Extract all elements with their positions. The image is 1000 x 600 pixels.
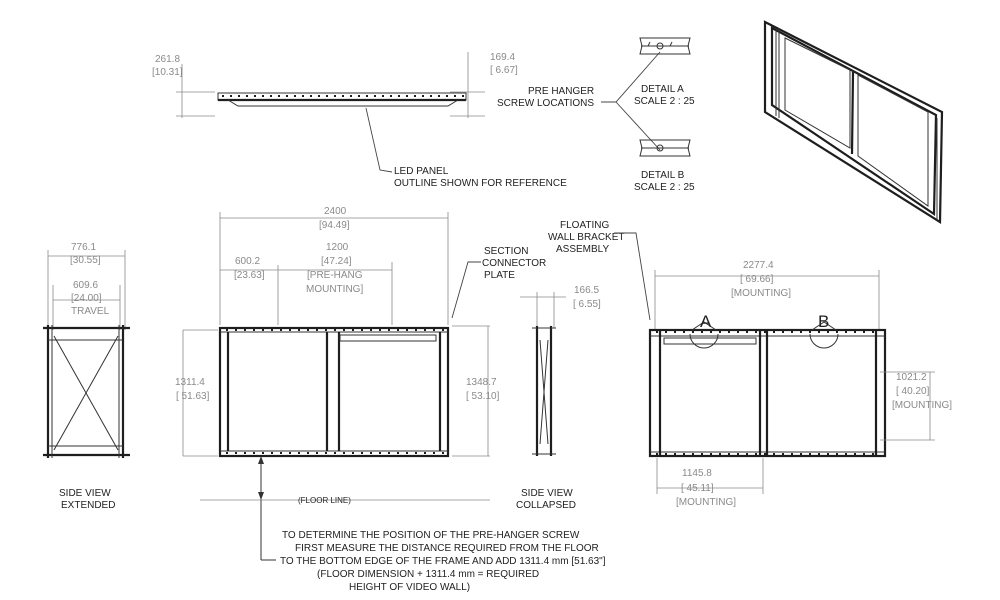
bolt-hole <box>442 452 444 454</box>
bolt-hole <box>262 95 264 97</box>
bolt-hole <box>358 95 360 97</box>
bolt-hole <box>379 452 381 454</box>
bolt-hole <box>310 95 312 97</box>
rear-height-mm: 1021.2 <box>896 372 927 383</box>
bolt-hole <box>737 453 739 455</box>
bolt-hole <box>361 452 363 454</box>
bolt-hole <box>863 331 865 333</box>
bolt-hole <box>361 329 363 331</box>
bolt-hole <box>710 331 712 333</box>
bolt-hole <box>374 95 376 97</box>
bolt-hole <box>462 95 464 97</box>
connector-line2: CONNECTOR <box>482 258 547 269</box>
rear-width-mm: 2277.4 <box>743 260 774 271</box>
bolt-hole <box>764 331 766 333</box>
front-h-right-in: [ 53.10] <box>466 391 500 402</box>
bolt-hole <box>782 453 784 455</box>
bracket-line2: WALL BRACKET <box>548 232 625 243</box>
bolt-hole <box>325 452 327 454</box>
bolt-hole <box>665 453 667 455</box>
ext-caption-line1: SIDE VIEW <box>59 488 111 499</box>
bolt-hole <box>238 95 240 97</box>
bolt-hole <box>342 95 344 97</box>
bolt-hole <box>318 95 320 97</box>
bolt-hole <box>244 452 246 454</box>
bolt-hole <box>244 329 246 331</box>
bolt-hole <box>665 331 667 333</box>
front-prehang-label2: MOUNTING] <box>306 284 364 295</box>
instruction-line-5: HEIGHT OF VIDEO WALL) <box>349 582 471 593</box>
bolt-hole <box>424 329 426 331</box>
connector-line1: SECTION <box>484 246 529 257</box>
bolt-hole <box>326 95 328 97</box>
bolt-hole <box>350 95 352 97</box>
top-height-mm: 261.8 <box>155 54 181 65</box>
col-caption-line1: SIDE VIEW <box>521 488 573 499</box>
bolt-hole <box>719 331 721 333</box>
col-depth-mm: 166.5 <box>574 285 600 296</box>
bolt-hole <box>438 95 440 97</box>
bolt-hole <box>656 331 658 333</box>
isometric-view <box>765 22 942 222</box>
bolt-hole <box>800 453 802 455</box>
bolt-hole <box>379 329 381 331</box>
detail-a-callout: A <box>700 312 712 331</box>
bolt-hole <box>746 453 748 455</box>
bolt-hole <box>433 329 435 331</box>
bolt-hole <box>692 331 694 333</box>
top-view <box>152 52 567 189</box>
bolt-hole <box>818 331 820 333</box>
bolt-hole <box>656 453 658 455</box>
bolt-hole <box>827 331 829 333</box>
bolt-hole <box>366 95 368 97</box>
detail-b-scale: SCALE 2 : 25 <box>634 182 695 193</box>
front-view <box>175 206 546 560</box>
bolt-hole <box>818 453 820 455</box>
bolt-hole <box>773 453 775 455</box>
bolt-hole <box>226 452 228 454</box>
bolt-hole <box>289 452 291 454</box>
bolt-hole <box>863 453 865 455</box>
bolt-hole <box>316 452 318 454</box>
side-view-collapsed <box>516 285 601 511</box>
bolt-hole <box>352 329 354 331</box>
instruction-line-2: FIRST MEASURE THE DISTANCE REQUIRED FROM THE FLOOR <box>295 543 599 554</box>
rear-height-in: [ 40.20] <box>896 386 930 397</box>
bolt-hole <box>424 452 426 454</box>
bolt-hole <box>222 95 224 97</box>
front-left-mm: 600.2 <box>235 256 261 267</box>
bolt-hole <box>262 329 264 331</box>
top-depth-mm: 169.4 <box>490 52 516 63</box>
detail-a-title: DETAIL A <box>641 84 684 95</box>
bolt-hole <box>325 329 327 331</box>
ext-travel-mm: 609.6 <box>73 280 99 291</box>
bolt-hole <box>773 331 775 333</box>
bolt-hole <box>280 452 282 454</box>
bolt-hole <box>246 95 248 97</box>
ext-travel-in: [24.00] <box>71 293 102 304</box>
bolt-hole <box>334 329 336 331</box>
bolt-hole <box>674 453 676 455</box>
bolt-hole <box>872 453 874 455</box>
bolt-hole <box>755 453 757 455</box>
bolt-hole <box>397 452 399 454</box>
instructions <box>261 530 606 593</box>
bolt-hole <box>430 95 432 97</box>
bolt-hole <box>398 95 400 97</box>
bolt-hole <box>307 452 309 454</box>
bolt-hole <box>343 329 345 331</box>
bolt-hole <box>334 95 336 97</box>
bolt-hole <box>262 452 264 454</box>
front-h-left-in: [ 51.63] <box>176 391 210 402</box>
front-prehang-label1: [PRE-HANG <box>307 270 363 281</box>
bolt-hole <box>728 331 730 333</box>
rear-height-label: [MOUNTING] <box>892 400 952 411</box>
top-height-in: [10.31] <box>152 67 183 78</box>
front-frame <box>220 328 448 456</box>
bolt-hole <box>791 453 793 455</box>
front-prehang-in: [47.24] <box>321 256 352 267</box>
front-width-in: [94.49] <box>319 220 350 231</box>
bolt-hole <box>809 331 811 333</box>
front-width-mm: 2400 <box>324 206 347 217</box>
bracket-line3: ASSEMBLY <box>556 244 610 255</box>
bolt-hole <box>845 331 847 333</box>
bolt-hole <box>316 329 318 331</box>
bolt-hole <box>271 329 273 331</box>
ext-caption-line2: EXTENDED <box>61 500 116 511</box>
bracket-line1: FLOATING <box>560 220 610 231</box>
led-note-line1: LED PANEL <box>394 166 449 177</box>
bolt-hole <box>433 452 435 454</box>
bolt-hole <box>414 95 416 97</box>
details-group <box>497 38 695 193</box>
bolt-hole <box>454 95 456 97</box>
bolt-hole <box>406 95 408 97</box>
screw-label-line2: SCREW LOCATIONS <box>497 98 595 109</box>
instruction-line-4: (FLOOR DIMENSION + 1311.4 mm = REQUIRED <box>317 569 540 580</box>
bolt-hole <box>270 95 272 97</box>
bolt-hole <box>755 331 757 333</box>
bolt-hole <box>728 453 730 455</box>
ext-travel-label: TRAVEL <box>71 306 110 317</box>
front-h-right-mm: 1348.7 <box>466 377 497 388</box>
bolt-hole <box>737 331 739 333</box>
screw-label-line1: PRE HANGER <box>528 86 595 97</box>
bolt-hole <box>683 331 685 333</box>
bolt-hole <box>854 453 856 455</box>
rear-bottom-in: [ 45.11] <box>681 483 714 494</box>
bolt-hole <box>701 453 703 455</box>
bolt-hole <box>271 452 273 454</box>
side-view-extended <box>43 242 130 511</box>
bolt-hole <box>298 329 300 331</box>
detail-b-callout: B <box>818 312 830 331</box>
detail-b-title: DETAIL B <box>641 170 685 181</box>
bolt-hole <box>827 453 829 455</box>
bolt-hole <box>334 452 336 454</box>
bolt-hole <box>674 331 676 333</box>
detail-a-view <box>640 38 690 54</box>
bolt-hole <box>746 331 748 333</box>
bolt-hole <box>352 452 354 454</box>
bolt-hole <box>710 453 712 455</box>
bolt-hole <box>307 329 309 331</box>
bolt-hole <box>289 329 291 331</box>
front-left-in: [23.63] <box>234 270 265 281</box>
bolt-hole <box>809 453 811 455</box>
bolt-hole <box>442 329 444 331</box>
bolt-hole <box>254 95 256 97</box>
bolt-hole <box>280 329 282 331</box>
bolt-hole <box>719 453 721 455</box>
bolt-hole <box>235 329 237 331</box>
bolt-hole <box>406 452 408 454</box>
bolt-hole <box>836 331 838 333</box>
instruction-line-1: TO DETERMINE THE POSITION OF THE PRE-HANGER SCREW <box>282 530 580 541</box>
col-depth-in: [ 6.55] <box>573 299 601 310</box>
floor-line-label: (FLOOR LINE) <box>298 496 351 505</box>
rear-width-in: [ 69.66] <box>740 274 774 285</box>
bolt-hole <box>298 452 300 454</box>
bolt-hole <box>230 95 232 97</box>
detail-b-view <box>640 140 690 156</box>
bolt-hole <box>683 453 685 455</box>
bolt-hole <box>370 329 372 331</box>
front-h-left-mm: 1311.4 <box>175 377 205 388</box>
front-prehang-mm: 1200 <box>326 242 349 253</box>
bolt-hole <box>845 453 847 455</box>
bolt-hole <box>253 452 255 454</box>
bolt-hole <box>836 453 838 455</box>
detail-a-scale: SCALE 2 : 25 <box>634 96 695 107</box>
bolt-hole <box>253 329 255 331</box>
bolt-hole <box>791 331 793 333</box>
bolt-hole <box>235 452 237 454</box>
bolt-hole <box>343 452 345 454</box>
bolt-hole <box>854 331 856 333</box>
led-note-line2: OUTLINE SHOWN FOR REFERENCE <box>394 178 567 189</box>
bolt-hole <box>388 452 390 454</box>
ext-width-in: [30.55] <box>70 255 101 266</box>
connector-line3: PLATE <box>484 270 515 281</box>
bolt-hole <box>415 329 417 331</box>
bolt-hole <box>286 95 288 97</box>
bolt-hole <box>397 329 399 331</box>
bolt-hole <box>764 453 766 455</box>
rear-width-label: [MOUNTING] <box>731 288 791 299</box>
bolt-hole <box>422 95 424 97</box>
bolt-hole <box>294 95 296 97</box>
top-depth-in: [ 6.67] <box>490 65 518 76</box>
ext-width-mm: 776.1 <box>71 242 97 253</box>
bolt-hole <box>226 329 228 331</box>
instruction-line-3: TO THE BOTTOM EDGE OF THE FRAME AND ADD 1311.4 mm [51.63"] <box>280 556 606 567</box>
bolt-hole <box>370 452 372 454</box>
bolt-hole <box>415 452 417 454</box>
bolt-hole <box>872 331 874 333</box>
bolt-hole <box>782 331 784 333</box>
rear-bottom-label: [MOUNTING] <box>676 497 736 508</box>
bolt-hole <box>692 453 694 455</box>
rear-view <box>548 220 952 508</box>
bolt-hole <box>701 331 703 333</box>
bolt-hole <box>382 95 384 97</box>
bolt-hole <box>406 329 408 331</box>
bolt-hole <box>278 95 280 97</box>
col-caption-line2: COLLAPSED <box>516 500 577 511</box>
bolt-hole <box>302 95 304 97</box>
bolt-hole <box>446 95 448 97</box>
bolt-hole <box>800 331 802 333</box>
bolt-hole <box>388 329 390 331</box>
bolt-hole <box>390 95 392 97</box>
rear-bottom-mm: 1145.8 <box>682 468 712 479</box>
